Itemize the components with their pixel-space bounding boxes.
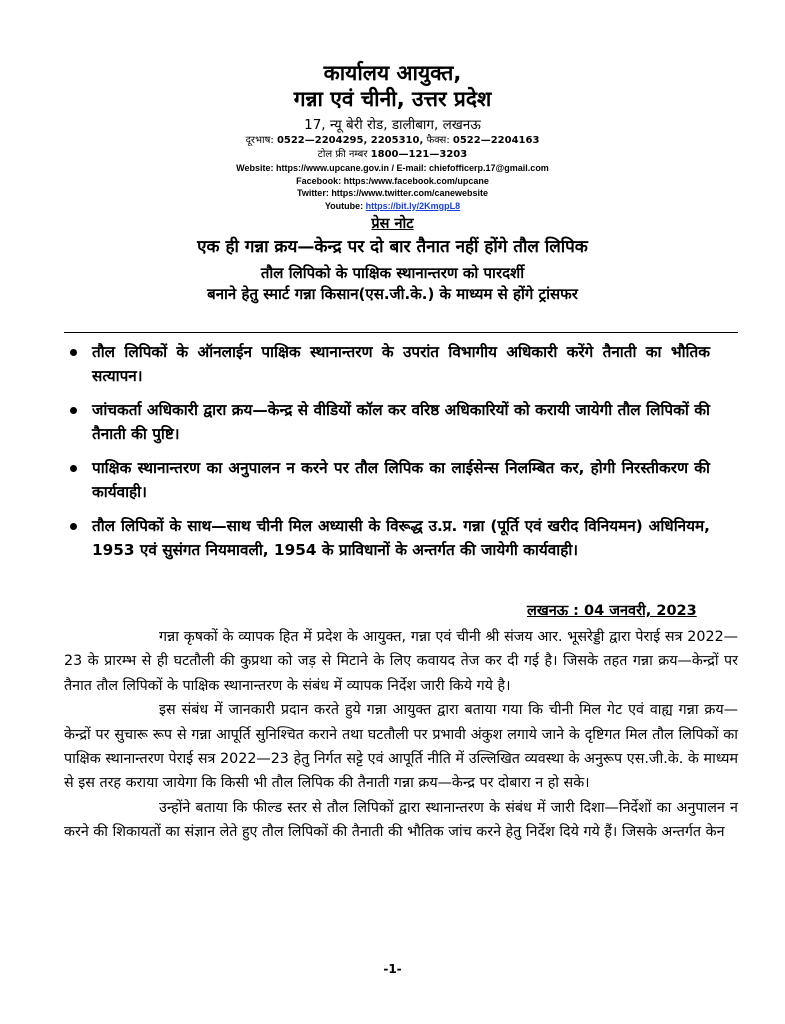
office-title-line-2: गन्ना एवं चीनी, उत्तर प्रदेश [293, 87, 492, 111]
paragraph: गन्ना कृषकों के व्यापक हित में प्रदेश के आयुक्त, गन्ना एवं चीनी श्री संजय आर. भूसरेड्डी द्वारा पेराई सत्र 2022—23 के प्रारम्भ से ही घटतौली की कुप्रथा को जड़ से मिटाने के लिए कवायद तेज कर दी गई है। जिसके तहत गन्ना क्रय—केन्द्रों पर तैनात तौल लिपिकों के पाक्षिक स्थानान्तरण के संबंध में व्यापक निर्देश जारी किये गये है। [64, 629, 738, 694]
body-text [64, 625, 738, 845]
office-title-line-1: कार्यालय आयुक्त, [323, 61, 462, 85]
office-address: 17, न्यू बेरी रोड, डालीबाग, लखनऊ [304, 117, 481, 133]
phone-numbers: 0522—2204295, 2205310, [276, 135, 424, 146]
fax-label: फैक्स: [426, 135, 450, 146]
paragraph: उन्होंने बताया कि फील्ड स्तर से तौल लिपिकों द्वारा स्थानान्तरण के संबंध में जारी दिशा—निर्देशों का अनुपालन न करने की शिकायतों का संज्ञान लेते हुए तौल लिपिकों की तैनाती की भौतिक जांच करने हेतु निर्देश दिये गये हैं। जिसके अन्तर्गत केन [64, 799, 738, 841]
headline: एक ही गन्ना क्रय—केन्द्र पर दो बार तैनात नहीं होंगे तौल लिपिक [197, 237, 588, 257]
list-item [92, 514, 710, 562]
subheadline-1: तौल लिपिको के पाक्षिक स्थानान्तरण को पारदर्शी [260, 264, 525, 282]
bullet-text: तौल लिपिकों के साथ—साथ चीनी मिल अध्यासी के विरूद्ध उ.प्र. गन्ना (पूर्ति एवं खरीद विनियमन) अधिनियम, 1953 एवं सुसंगत नियमावली, 1954 के प्राविधानों के अन्तर्गत की जायेगी कार्यवाही। [92, 517, 710, 559]
tollfree-line [0, 148, 785, 162]
page-number: -1- [383, 962, 402, 976]
press-note-label: प्रेस नोट [371, 216, 414, 232]
subheadline-2: बनाने हेतु स्मार्ट गन्ना किसान(एस.जी.के.) के माध्यम से होंगे ट्रांसफर [207, 285, 578, 303]
divider-line [64, 332, 738, 333]
bullet-text: जांचकर्ता अधिकारी द्वारा क्रय—केन्द्र से वीडियों कॉल कर वरिष्ठ अधिकारियों को करायी जायेगी तौल लिपिकों की तैनाती की पुष्टि। [92, 401, 710, 443]
bullet-icon [70, 407, 77, 414]
bullet-icon [70, 465, 77, 472]
youtube-label: Youtube: [324, 200, 364, 211]
paragraph: इस संबंध में जानकारी प्रदान करते हुये गन्ना आयुक्त द्वारा बताया गया कि चीनी मिल गेट एवं वाह्य गन्ना क्रय—केन्द्रों पर सुचारू रूप से गन्ना आपूर्ति सुनिश्चित कराने तथा घटतौली पर प्रभावी अंकुश लगाये जाने के दृष्टिगत मिल तौल लिपिकों का पाक्षिक स्थानान्तरण पेराई सत्र 2022—23 हेतु निर्गत सट्टे एवं आपूर्ति नीति में उल्लिखित व्यवस्था के अनुरूप एस.जी.के. के माध्यम से इस तरह कराया जायेगा कि किसी भी तौल लिपिक की तैनाती गन्ना क्रय—केन्द्र पर दोबारा न हो सके। [64, 702, 738, 792]
tollfree-number: 1800—121—3203 [370, 149, 468, 160]
bullet-icon [70, 523, 77, 530]
facebook-line: Facebook: https:/www.facebook.com/upcane [296, 175, 489, 186]
bullet-text: तौल लिपिकों के ऑनलाईन पाक्षिक स्थानान्तरण के उपरांत विभागीय अधिकारी करेंगे तैनाती का भौतिक सत्यापन। [92, 343, 710, 385]
youtube-line [0, 200, 785, 213]
list-item [92, 340, 710, 388]
bullet-list [92, 340, 710, 572]
list-item [92, 398, 710, 446]
dateline: लखनऊ : 04 जनवरी, 2023 [527, 603, 697, 619]
bullet-text: पाक्षिक स्थानान्तरण का अनुपालन न करने पर तौल लिपिक का लाईसेन्स निलम्बित कर, होगी निरस्तीकरण की कार्यवाही। [92, 459, 710, 501]
list-item [92, 456, 710, 504]
website-email-line: Website: https://www.upcane.gov.in / E-mail: chiefofficerp.17@gmail.com [236, 163, 549, 173]
bullet-icon [70, 349, 77, 356]
tollfree-label: टोल फ्री नम्बर [317, 149, 368, 160]
letterhead [0, 60, 785, 305]
youtube-link[interactable]: https://bit.ly/2KmgpL8 [365, 200, 461, 211]
phone-fax-line [0, 134, 785, 148]
phone-label: दूरभाष: [245, 135, 274, 146]
fax-number: 0522—2204163 [452, 135, 540, 146]
twitter-line: Twitter: https://www.twitter.com/canewebsite [296, 188, 489, 198]
